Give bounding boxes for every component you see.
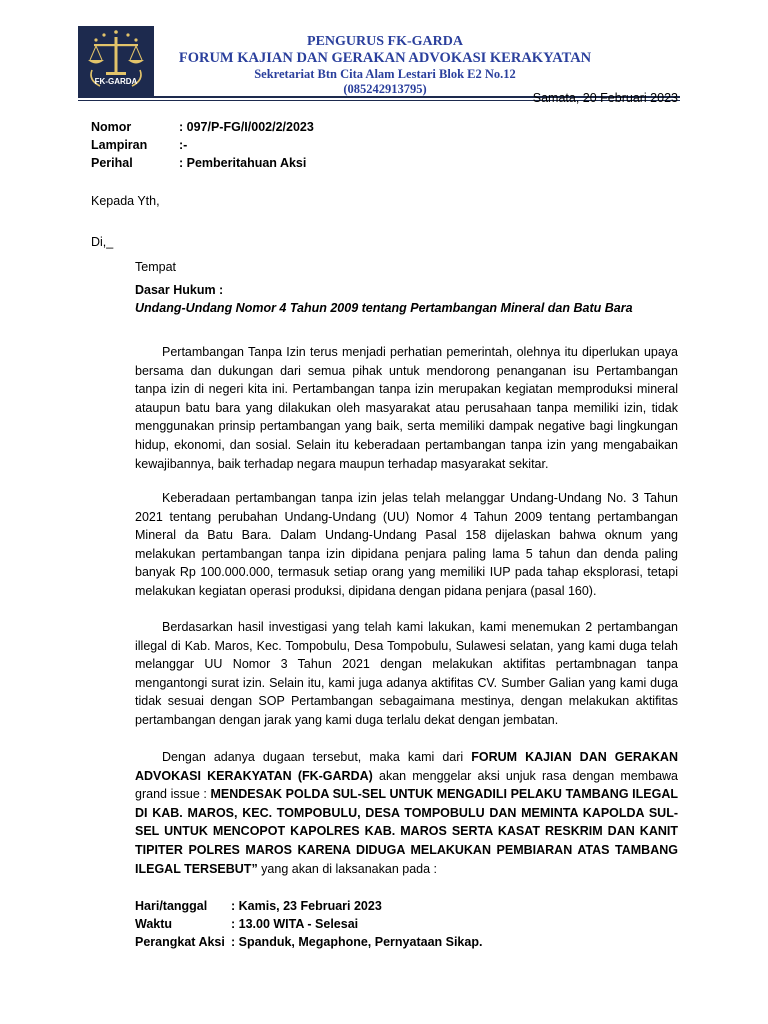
letterhead-line1: PENGURUS FK-GARDA bbox=[307, 34, 463, 49]
schedule-key: Perangkat Aksi bbox=[135, 935, 225, 949]
meta-key: Perihal bbox=[91, 156, 133, 170]
logo-text: FK-GARDA bbox=[94, 77, 138, 86]
paragraph-4 bbox=[135, 748, 678, 878]
meta-value: : Pemberitahuan Aksi bbox=[179, 156, 307, 170]
p4-part-e: yang akan di laksanakan pada : bbox=[257, 861, 437, 876]
p4-grand-issue: MENDESAK POLDA SUL-SEL UNTUK MENGADILI PELAKU TAMBANG ILEGAL DI KAB. MAROS, KEC. TOMPOBULU, DESA TOMPOBULU DAN MEMINTA KAPOLDA SUL-SEL UNTUK MENCOPOT KAPOLRES KAB. MAROS SERTA KASAT RESKRIM DAN KANIT TIPITER POLRES MAROS KARENA DIDUGA MELAKUKAN PEMBIARAN ATAS TAMBANG ILEGAL TERSEBUT” bbox=[135, 787, 678, 876]
letterhead-line4: (085242913795) bbox=[343, 82, 427, 96]
letterhead-line3: Sekretariat Btn Cita Alam Lestari Blok E2 No.12 bbox=[254, 67, 516, 81]
p4-org-name: FORUM KAJIAN DAN GERAKAN ADVOKASI KERAKYATAN (FK-GARDA) bbox=[135, 750, 678, 783]
recipient-tempat: Tempat bbox=[135, 260, 176, 274]
meta-value: : 097/P-FG/I/002/2/2023 bbox=[179, 120, 314, 134]
meta-key: Nomor bbox=[91, 120, 132, 134]
p4-part-c: akan menggelar aksi unjuk rasa dengan membawa grand issue : bbox=[135, 768, 679, 802]
paragraph-1 bbox=[135, 343, 678, 473]
dasar-hukum-text: Undang-Undang Nomor 4 Tahun 2009 tentang Pertambangan Mineral dan Batu Bara bbox=[135, 301, 633, 315]
letter-date: Samata, 20 Februari 2023 bbox=[532, 91, 678, 105]
paragraph-3 bbox=[135, 618, 678, 730]
schedule-key: Hari/tanggal bbox=[135, 899, 208, 913]
fk-garda-logo bbox=[78, 26, 154, 96]
meta-row-lampiran bbox=[91, 136, 314, 154]
meta-value: :- bbox=[179, 138, 188, 152]
recipient-di: Di,_ bbox=[91, 235, 114, 249]
schedule-value: : Kamis, 23 Februari 2023 bbox=[231, 899, 382, 913]
schedule-row-equipment bbox=[135, 933, 482, 951]
paragraph-4-text bbox=[135, 748, 678, 878]
letter-meta bbox=[91, 118, 314, 172]
dasar-hukum-label: Dasar Hukum : bbox=[135, 283, 224, 297]
p4-part-a: Dengan adanya dugaan tersebut, maka kami dari bbox=[162, 750, 472, 764]
paragraph-3-text: Berdasarkan hasil investigasi yang telah kami lakukan, kami menemukan 2 pertambangan illegal di Kab. Maros, Kec. Tompobulu, Desa Tompobulu, Sulawesi selatan, yang kami duga telah melanggar UU Nomor 3 Tahun 2021 dengan melakukan aktifitas pertambnagan tanpa mengantongi surat izin. Selain itu, kami juga adanya aktifitas CV. Sumber Galian yang kami duga tidak sesuai dengan SOP Pertambangan sebagaimana mestinya, dengan melakukan aktifitas pertambangan dengan jarak yang kami duga terlalu dekat dengan jembatan. bbox=[135, 620, 678, 727]
paragraph-2-text: Keberadaan pertambangan tanpa izin jelas telah melanggar Undang-Undang No. 3 Tahun 2021 tentang perubahan Undang-Undang (UU) Nomor 4 Tahun 2009 tentang pertambangan Mineral da Batu Bara. Dalam Undang-Undang Pasal 158 dijelaskan bahwa oknum yang melakukan pertambangan tanpa izin dipidana penjara paling lama 5 tahun dan denda paling banyak Rp 100.000.000, termasuk setiap orang yang memiliki IUP pada tahap eksplorasi, tetapi melakukan kegiatan operasi produksi, dipidana dengan pidana penjara (pasal 160). bbox=[135, 491, 678, 598]
schedule-key: Waktu bbox=[135, 917, 173, 931]
action-schedule bbox=[135, 897, 482, 951]
meta-row-perihal bbox=[91, 154, 314, 172]
paragraph-1-text: Pertambangan Tanpa Izin terus menjadi perhatian pemerintah, olehnya itu diperlukan upaya bersama dan dukungan dari semua pihak untuk mendorong penanganan isu Pertambangan tanpa izin di negeri kita ini. Pertambangan tanpa izin merupakan kegiatan memproduksi mineral ataupun batu bara yang dilakukan oleh masyarakat atau perusahaan tanpa memiliki izin, tidak menggunakan prinsip pertambangan yang baik, serta memiliki dampak negative bagi lingkungan hidup, ekonomi, dan sosial. Selain itu keberadaan pertambangan tanpa izin yang mengabaikan kewajibannya, baik terhadap negara maupun terhadap masyarakat sekitar. bbox=[135, 345, 678, 471]
recipient-kepada: Kepada Yth, bbox=[91, 194, 160, 208]
schedule-value: : Spanduk, Megaphone, Pernyataan Sikap. bbox=[231, 935, 483, 949]
schedule-row-time bbox=[135, 915, 482, 933]
meta-row-nomor bbox=[91, 118, 314, 136]
meta-key: Lampiran bbox=[91, 138, 148, 152]
scales-of-justice-icon bbox=[78, 26, 154, 96]
paragraph-2 bbox=[135, 489, 678, 601]
letterhead-line2: FORUM KAJIAN DAN GERAKAN ADVOKASI KERAKYATAN bbox=[178, 50, 592, 66]
schedule-row-date bbox=[135, 897, 482, 915]
letterhead bbox=[160, 34, 610, 97]
schedule-value: : 13.00 WITA - Selesai bbox=[231, 917, 359, 931]
